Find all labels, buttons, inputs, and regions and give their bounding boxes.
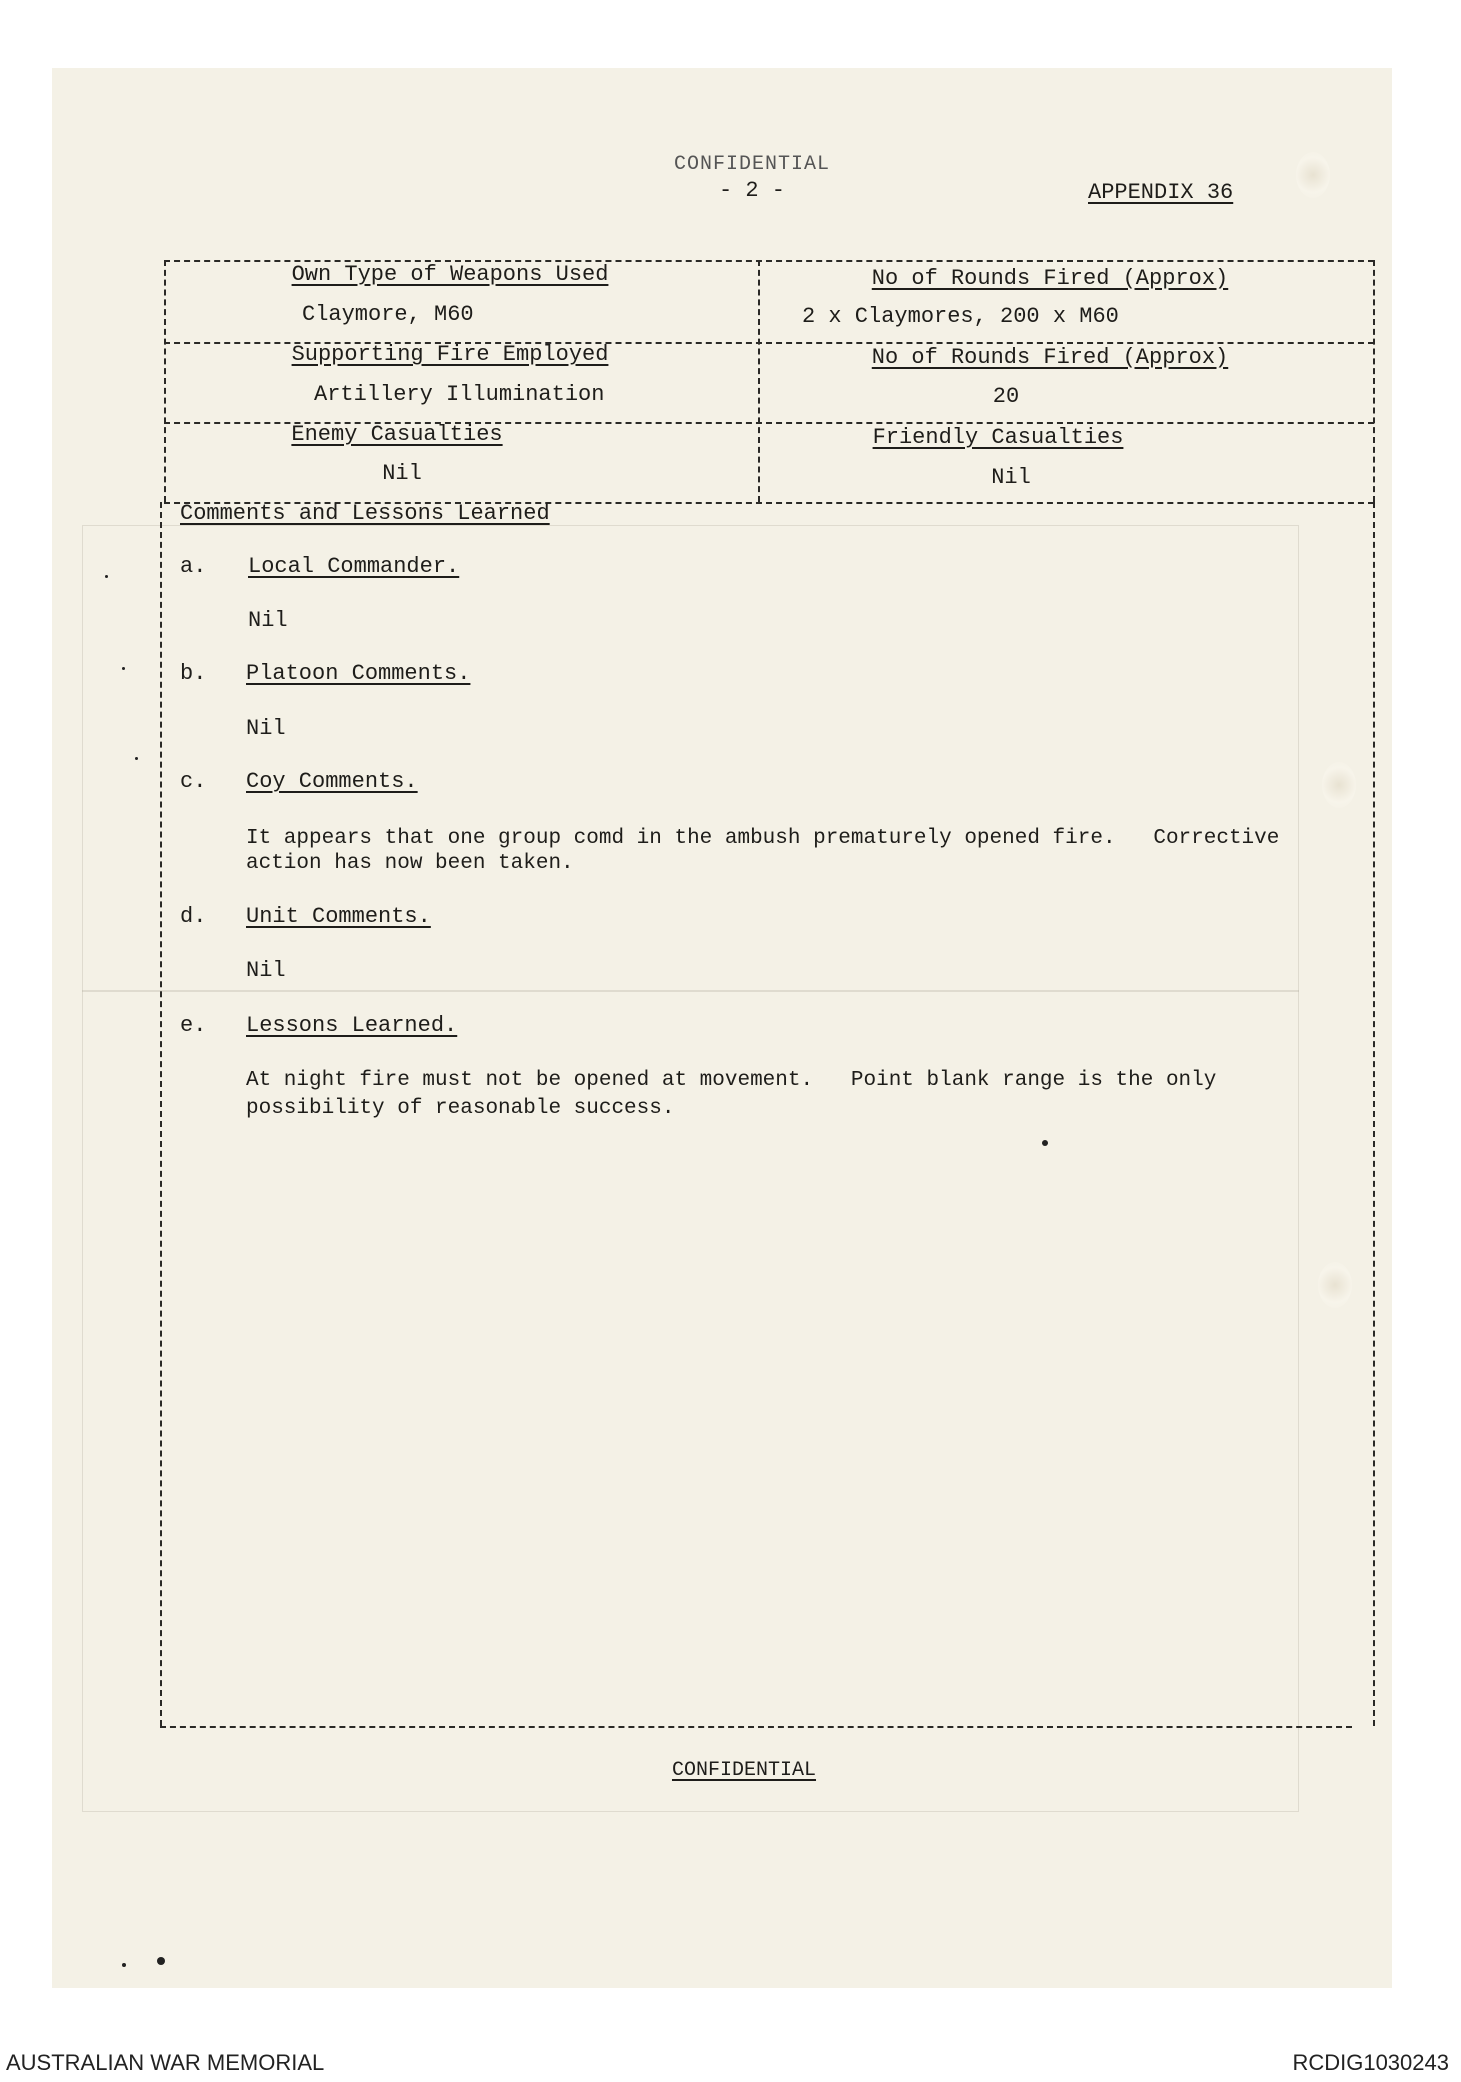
support-rounds-label: No of Rounds Fired (Approx) [871, 345, 1229, 370]
item-c-body-line-1: It appears that one group comd in the ambush prematurely opened fire. Corrective [246, 827, 1280, 850]
staple-hole-middle [1322, 762, 1356, 808]
supporting-fire-value: Artillery Illumination [314, 382, 605, 407]
supporting-fire-label: Supporting Fire Employed [291, 342, 609, 367]
comments-border-left [160, 502, 162, 1726]
stray-mark [157, 1957, 165, 1965]
stray-mark [135, 757, 138, 760]
comments-border-right [1373, 502, 1375, 1726]
item-a-title: Local Commander. [248, 554, 460, 579]
item-b-title: Platoon Comments. [246, 661, 471, 686]
comments-border-bottom [160, 1726, 1352, 1728]
support-rounds-value: 20 [992, 384, 1020, 409]
classification-bottom: CONFIDENTIAL [671, 1759, 817, 1782]
staple-hole-lower [1318, 1262, 1352, 1308]
item-c-title: Coy Comments. [246, 769, 418, 794]
comments-heading: Comments and Lessons Learned [180, 501, 550, 526]
item-c-body-line-2: action has now been taken. [246, 852, 574, 875]
classification-top: CONFIDENTIAL [673, 153, 831, 176]
friendly-casualties-label: Friendly Casualties [872, 425, 1124, 450]
item-d-body: Nil [246, 958, 286, 983]
item-c-letter: c. [180, 769, 207, 794]
item-d-title: Unit Comments. [246, 904, 431, 929]
enemy-casualties-label: Enemy Casualties [291, 422, 503, 447]
staple-hole-top [1296, 152, 1330, 198]
archive-id: RCDIG1030243 [1292, 2050, 1449, 2075]
enemy-casualties-value: Nil [382, 461, 422, 486]
stray-mark [105, 575, 108, 578]
archive-name: AUSTRALIAN WAR MEMORIAL [6, 2050, 325, 2075]
rounds-fired-value: 2 x Claymores, 200 x M60 [802, 304, 1119, 329]
item-e-body-line-1: At night fire must not be opened at movement. Point blank range is the only [246, 1069, 1217, 1092]
table-border-left [164, 260, 166, 502]
friendly-casualties-value: Nil [991, 465, 1031, 490]
item-a-letter: a. [180, 554, 207, 579]
appendix-label: APPENDIX 36 [1088, 180, 1234, 205]
item-e-body-line-2: possibility of reasonable success. [246, 1097, 675, 1120]
item-a-body: Nil [248, 608, 288, 633]
weapons-used-value: Claymore, M60 [302, 302, 474, 327]
stray-mark [1042, 1140, 1048, 1146]
item-e-letter: e. [180, 1013, 207, 1038]
page-number: - 2 - [718, 178, 786, 203]
item-b-letter: b. [180, 661, 207, 686]
table-border-right [1373, 260, 1375, 502]
table-column-divider [758, 260, 760, 502]
rounds-fired-label: No of Rounds Fired (Approx) [871, 266, 1229, 291]
item-e-title: Lessons Learned. [246, 1013, 458, 1038]
item-d-letter: d. [180, 904, 207, 929]
stray-mark [122, 1963, 126, 1967]
item-b-body: Nil [246, 716, 286, 741]
weapons-used-label: Own Type of Weapons Used [291, 262, 609, 287]
stray-mark [122, 667, 125, 670]
